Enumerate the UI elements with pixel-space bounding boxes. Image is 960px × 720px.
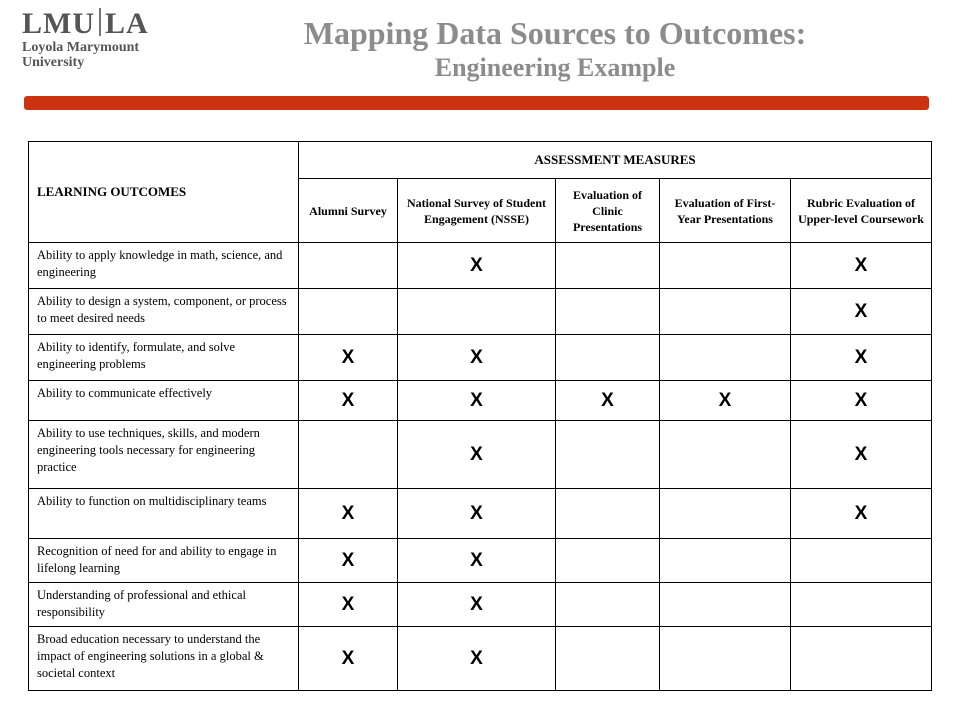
title-line-1: Mapping Data Sources to Outcomes: — [303, 15, 807, 51]
mark-cell — [660, 627, 791, 691]
mark-cell — [299, 289, 398, 335]
mark-cell — [556, 583, 660, 627]
mark-cell: X — [299, 381, 398, 421]
outcome-cell: Ability to apply knowledge in math, science, and engineering — [29, 243, 299, 289]
mark-cell: X — [398, 627, 556, 691]
mark-cell — [556, 539, 660, 583]
outcome-cell: Ability to communicate effectively — [29, 381, 299, 421]
mark-cell — [660, 489, 791, 539]
mark-cell — [791, 539, 932, 583]
learning-outcomes-header: LEARNING OUTCOMES — [29, 142, 299, 243]
mark-cell — [299, 243, 398, 289]
accent-divider — [24, 96, 929, 110]
outcome-cell: Ability to function on multidisciplinary teams — [29, 489, 299, 539]
measure-header: Evaluation of First-Year Presentations — [660, 179, 791, 243]
measure-header: Rubric Evaluation of Upper-level Coursework — [791, 179, 932, 243]
measure-header: Evaluation of Clinic Presentations — [556, 179, 660, 243]
mark-cell: X — [398, 381, 556, 421]
outcome-cell: Understanding of professional and ethical responsibility — [29, 583, 299, 627]
table-row — [29, 539, 932, 583]
mark-cell — [660, 539, 791, 583]
mark-cell — [299, 421, 398, 489]
mark-cell: X — [299, 489, 398, 539]
mark-cell: X — [299, 335, 398, 381]
logo-line-1: Loyola Marymount — [22, 40, 140, 55]
outcome-cell: Recognition of need for and ability to engage in lifelong learning — [29, 539, 299, 583]
mark-cell — [660, 421, 791, 489]
table-row — [29, 489, 932, 539]
logo-line-2: University — [22, 55, 85, 70]
assessment-measures-header: ASSESSMENT MEASURES — [299, 142, 932, 179]
mark-cell: X — [398, 421, 556, 489]
mark-cell: X — [398, 243, 556, 289]
table-row — [29, 289, 932, 335]
university-logo — [22, 8, 172, 70]
mark-cell: X — [398, 539, 556, 583]
title-line-2: Engineering Example — [434, 53, 676, 82]
mark-cell — [660, 583, 791, 627]
mark-cell — [660, 289, 791, 335]
outcome-cell: Ability to design a system, component, or process to meet desired needs — [29, 289, 299, 335]
outcome-cell: Ability to identify, formulate, and solve engineering problems — [29, 335, 299, 381]
mark-cell — [556, 489, 660, 539]
mark-cell: X — [299, 583, 398, 627]
mark-cell — [398, 289, 556, 335]
mark-cell: X — [791, 289, 932, 335]
table-row — [29, 243, 932, 289]
outcome-cell: Ability to use techniques, skills, and modern engineering tools necessary for engineering practice — [29, 421, 299, 489]
outcome-cell: Broad education necessary to understand the impact of engineering solutions in a global & societal context — [29, 627, 299, 691]
mark-cell: X — [398, 583, 556, 627]
table-row — [29, 583, 932, 627]
page-title — [230, 14, 880, 84]
outcomes-table — [28, 141, 932, 691]
measure-header: National Survey of Student Engagement (NSSE) — [398, 179, 556, 243]
mark-cell — [660, 243, 791, 289]
table-row — [29, 335, 932, 381]
mark-cell: X — [791, 381, 932, 421]
mark-cell — [556, 335, 660, 381]
mark-cell: X — [660, 381, 791, 421]
mark-cell: X — [791, 243, 932, 289]
mark-cell — [791, 583, 932, 627]
mark-cell: X — [398, 489, 556, 539]
mark-cell: X — [556, 381, 660, 421]
mark-cell — [660, 335, 791, 381]
logo-wordmark: LMU LA — [22, 7, 149, 40]
table-row — [29, 381, 932, 421]
mark-cell: X — [791, 335, 932, 381]
mark-cell — [556, 289, 660, 335]
mark-cell — [556, 421, 660, 489]
mark-cell: X — [299, 627, 398, 691]
measure-header: Alumni Survey — [299, 179, 398, 243]
mark-cell: X — [791, 489, 932, 539]
mark-cell: X — [299, 539, 398, 583]
mark-cell — [556, 627, 660, 691]
mark-cell: X — [398, 335, 556, 381]
mark-cell: X — [791, 421, 932, 489]
table-row — [29, 627, 932, 691]
table-row — [29, 421, 932, 489]
mark-cell — [556, 243, 660, 289]
mark-cell — [791, 627, 932, 691]
